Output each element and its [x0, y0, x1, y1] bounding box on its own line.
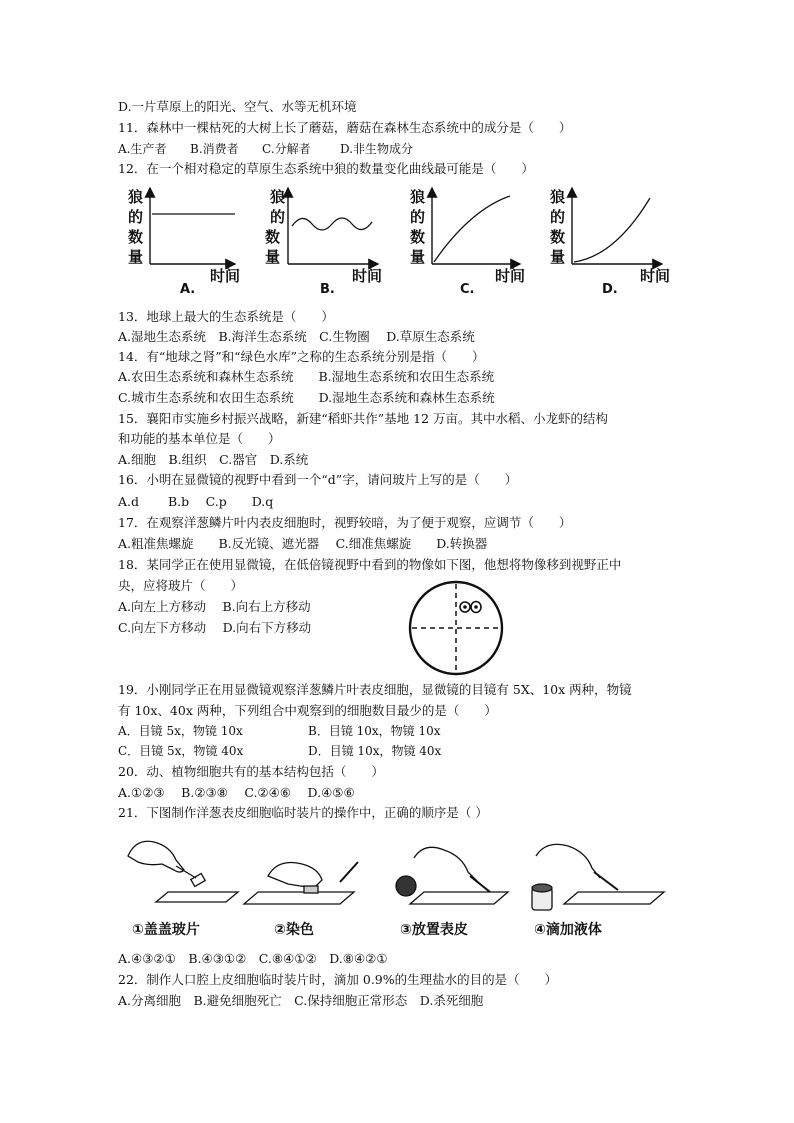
graph-d-y-label-2: 的: [550, 208, 566, 226]
graph-a-y-label-4: 量: [128, 248, 144, 266]
graph-b-y-label-2: 的: [270, 208, 286, 226]
graph-c-label: C.: [460, 282, 475, 297]
graph-c: [409, 188, 525, 285]
step-2-label: ②染色: [274, 922, 314, 938]
graph-b-curve: [292, 218, 372, 230]
q14-options-cd: C.城市生态系统和农田生态系统 D.湿地生态系统和森林生态系统: [118, 390, 495, 405]
step-2-illustration: [244, 862, 358, 904]
step-1-illustration: [128, 841, 238, 902]
graph-d-y-label-3: 数: [550, 228, 566, 246]
graph-a-x-label: 时间: [210, 267, 241, 285]
cell-image: [460, 602, 481, 613]
graph-c-x-label: 时间: [495, 267, 526, 285]
q16-stem: 16．小明在显微镜的视野中看到一个“d”字，请问玻片上写的是（ ）: [118, 472, 518, 487]
graph-c-y-label-1: 狼: [410, 188, 426, 206]
q18-options-ab: A.向左上方移动 B.向右上方移动: [118, 599, 311, 614]
graph-d-x-label: 时间: [640, 267, 671, 285]
q19-option-d: D．目镜 10x，物镜 40x: [308, 744, 442, 758]
q17-stem: 17．在观察洋葱鳞片叶内表皮细胞时，视野较暗，为了便于观察，应调节（ ）: [118, 515, 572, 530]
step-4-illustration: [532, 844, 664, 910]
q13-options: A.湿地生态系统 B.海洋生态系统 C.生物圈 D.草原生态系统: [118, 329, 475, 344]
q11-option-c: C.分解者: [262, 142, 311, 156]
q11-option-a: A.生产者: [118, 142, 167, 156]
q19-stem-1: 19．小刚同学正在用显微镜观察洋葱鳞片叶表皮细胞，显微镜的目镜有 5X、10x 两种，物镜: [118, 682, 632, 697]
q12-stem: 12．在一个相对稳定的草原生态系统中狼的数量变化曲线最可能是（ ）: [118, 161, 534, 176]
graph-b-y-label-1: 狼: [270, 188, 286, 206]
graph-b-label: B.: [320, 282, 335, 297]
graph-b-x-label: 时间: [352, 267, 383, 285]
q15-stem-2: 和功能的基本单位是（ ）: [118, 431, 281, 446]
q18-stem-2: 央，应将玻片（ ）: [118, 578, 244, 593]
step-3-label: ③放置表皮: [400, 922, 468, 938]
graph-b-y-label-4: 量: [265, 248, 281, 266]
graph-d-y-label-1: 狼: [550, 188, 566, 206]
q19-stem-2: 有 10x、40x 两种，下列组合中观察到的细胞数目最少的是（ ）: [118, 703, 497, 718]
q15-options: A.细胞 B.组织 C.器官 D.系统: [118, 452, 309, 467]
q19-option-c: C．目镜 5x，物镜 40x: [118, 744, 244, 758]
q17-options: A.粗准焦螺旋 B.反光镜、遮光器 C.细准焦螺旋 D.转换器: [118, 536, 488, 551]
step-4-label: ④滴加液体: [534, 922, 602, 938]
q11-option-d: D.非生物成分: [340, 142, 414, 156]
slide-preparation-steps: [118, 826, 678, 944]
step-3-illustration: [396, 847, 508, 904]
q16-options: A.d B.b C.p D.q: [118, 494, 274, 509]
graph-b: [265, 188, 382, 285]
q11-option-b: B.消费者: [190, 142, 239, 156]
q22-options: A.分离细胞 B.避免细胞死亡 C.保持细胞正常形态 D.杀死细胞: [118, 993, 484, 1008]
graph-d-curve: [574, 198, 650, 262]
q14-options-ab: A.农田生态系统和森林生态系统 B.湿地生态系统和农田生态系统: [118, 369, 495, 384]
graph-c-y-label-2: 的: [410, 208, 426, 226]
q18-stem-1: 18．某同学正在使用显微镜，在低倍镜视野中看到的物像如下图，他想将物像移到视野正中: [118, 557, 622, 572]
graph-a-y-label-2: 的: [128, 208, 144, 226]
q21-options: A.④③②① B.④③①② C.⑧④①② D.⑧④②①: [118, 951, 388, 966]
q22-stem: 22．制作人口腔上皮细胞临时装片时，滴加 0.9%的生理盐水的目的是（ ）: [118, 972, 558, 987]
graph-d-y-label-4: 量: [550, 248, 566, 266]
graph-a: [127, 188, 240, 285]
q18-options-cd: C.向左下方移动 D.向右下方移动: [118, 620, 312, 635]
q21-stem: 21．下图制作洋葱表皮细胞临时装片的操作中，正确的顺序是（ ）: [118, 805, 488, 820]
graph-d: [549, 188, 670, 285]
graph-b-y-label-3: 数: [265, 228, 281, 246]
graph-c-curve: [434, 196, 510, 262]
graph-c-y-label-4: 量: [410, 248, 426, 266]
q11-stem: 11．森林中一棵枯死的大树上长了蘑菇，蘑菇在森林生态系统中的成分是（ ）: [118, 120, 572, 135]
q10-option-d: D.一片草原上的阳光、空气、水等无机环境: [118, 99, 357, 114]
graph-a-y-label-1: 狼: [128, 188, 144, 206]
q15-stem-1: 15．襄阳市实施乡村振兴战略，新建“稻虾共作”基地 12 万亩。其中水稻、小龙虾的结构: [118, 411, 609, 426]
q14-stem: 14．有“地球之肾”和“绿色水库”之称的生态系统分别是指（ ）: [118, 349, 485, 364]
q13-stem: 13．地球上最大的生态系统是（ ）: [118, 309, 334, 324]
graph-c-y-label-3: 数: [410, 228, 426, 246]
microscope-field-of-view: [400, 578, 512, 678]
q20-options: A.①②③ B.②③⑧ C.②④⑥ D.④⑤⑥: [118, 785, 355, 800]
q19-option-a: A．目镜 5x，物镜 10x: [118, 724, 243, 738]
q20-stem: 20．动、植物细胞共有的基本结构包括（ ）: [118, 764, 384, 779]
step-1-label: ①盖盖玻片: [132, 922, 200, 938]
graph-a-y-label-3: 数: [128, 228, 144, 246]
graph-a-label: A.: [180, 282, 196, 297]
q19-option-b: B．目镜 10x，物镜 10x: [308, 724, 441, 738]
graph-d-label: D.: [602, 282, 618, 297]
